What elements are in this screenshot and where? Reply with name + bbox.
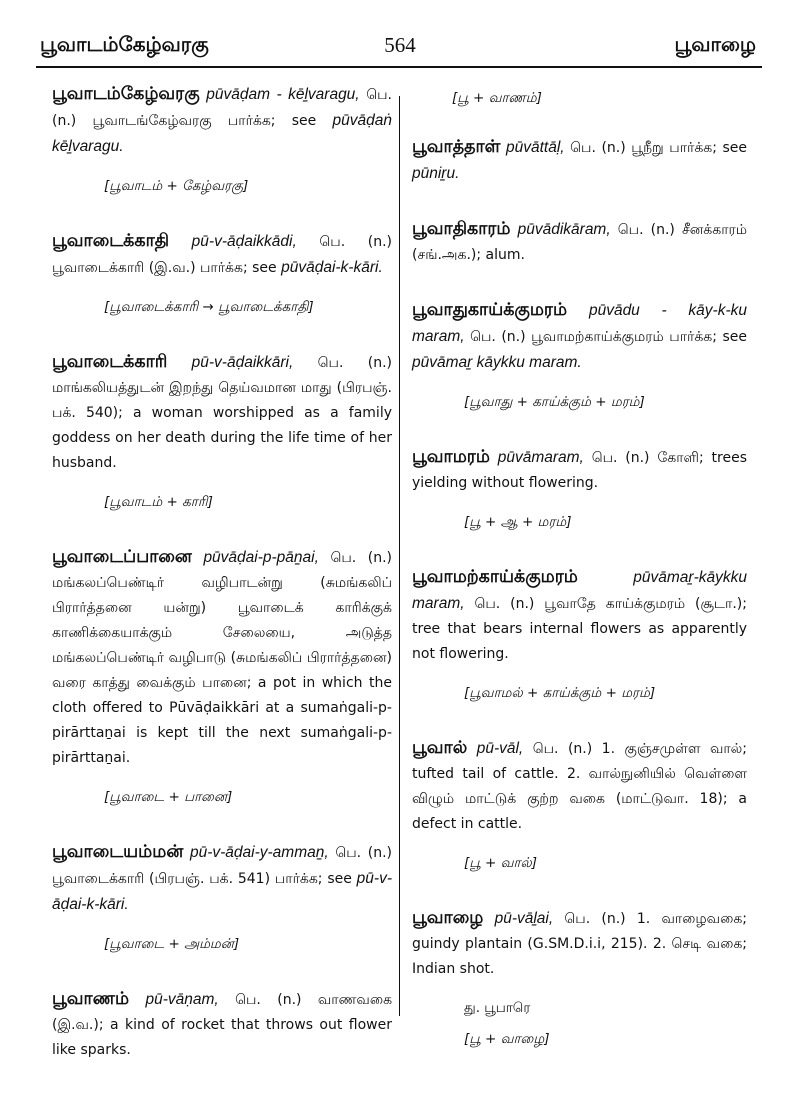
transliteration: pū-v-āḍaikkādi, <box>191 233 297 250</box>
headword: பூவாழை <box>412 908 484 928</box>
transliteration: pū-vāl, <box>476 740 524 757</box>
transliteration: pūvāmaram, <box>497 449 584 466</box>
transliteration: pūvādu - kāy-k-ku maram, <box>412 302 747 345</box>
transliteration: pū-vāḻai, <box>494 910 554 927</box>
definition: பெ. (n.) பூவாடைக்காரி (பிரபஞ். பக். 541) பார்க்க; see <box>52 845 392 887</box>
entry <box>412 445 747 496</box>
transliteration: pūvāmaṟ-kāykku maram, <box>412 569 747 612</box>
definition: பெ. (n.) பூவாடைக்காரி (இ.வ.) பார்க்க; see <box>52 234 393 276</box>
definition: பெ. (n.) 1. வாழைவகை; guindy plantain (G.SM.D.i.i, 215). 2. செடி வகை; Indian shot. <box>412 911 748 977</box>
cross-reference: pū-v-āḍai-k-kāri. <box>52 870 392 913</box>
running-head-right: பூவாழை <box>674 32 756 56</box>
cross-reference: pūvāḍaṅ kēḻvaragu. <box>52 112 392 155</box>
etymology: [பூ + வால்] <box>464 855 538 871</box>
etymology: [பூவாது + காய்க்கும் + மரம்] <box>464 394 645 410</box>
right-column <box>412 82 747 1052</box>
entry <box>412 906 747 982</box>
definition: பெ. (n.) மாங்கலியத்துடன் இறந்து தெய்வமான மாது (பிரபஞ். பக். 540); a woman worshipped as a family goddess on her death during the life time of her husband. <box>52 355 393 471</box>
headword: பூவால் <box>412 738 468 758</box>
headword: பூவாமற்காய்க்குமரம் <box>412 567 578 587</box>
transliteration: pū-v-āḍai-y-ammaṉ, <box>189 844 329 861</box>
cross-reference: pūvāmaṟ kāykku maram. <box>412 354 582 371</box>
headword: பூவாதிகாரம் <box>412 219 511 239</box>
headword: பூவாத்தாள் <box>412 137 501 157</box>
entry <box>412 736 747 837</box>
entry <box>52 82 392 160</box>
definition: பெ. (n.) பூவாடங்கேழ்வரகு பார்க்க; see <box>52 87 392 129</box>
headword: பூவாதுகாய்க்குமரம் <box>412 300 568 320</box>
cross-reference: pūvāḍai-k-kāri. <box>281 259 383 276</box>
entry <box>52 987 392 1063</box>
etymology: [பூவாடம் + கேழ்வரகு] <box>104 178 249 194</box>
cognate: து. பூபாரெ <box>464 1000 531 1016</box>
page-number: 564 <box>384 33 416 57</box>
transliteration: pū-vāṇam, <box>145 991 219 1008</box>
running-head-left: பூவாடம்கேழ்வரகு <box>40 32 209 56</box>
definition: பெ. (n.) பூநீறு பார்க்க; see <box>570 140 748 156</box>
definition: பெ. (n.) கோளி; trees yielding without flowering. <box>412 450 747 491</box>
definition: பெ. (n.) வாணவகை (இ.வ.); a kind of rocket that throws out flower like sparks. <box>52 992 393 1058</box>
headword: பூவாணம் <box>52 989 130 1009</box>
etymology: [பூ + வாழை] <box>464 1031 550 1047</box>
left-column <box>52 82 392 1063</box>
entry <box>52 350 392 476</box>
headword: பூவாடையம்மன் <box>52 842 184 862</box>
headword: பூவாடம்கேழ்வரகு <box>52 84 200 104</box>
headword: பூவாடைப்பானை <box>52 547 192 567</box>
headword: பூவாடைக்காரி <box>52 352 168 372</box>
headword: பூவாடைக்காதி <box>52 231 170 251</box>
entry <box>52 840 392 918</box>
etymology: [பூவாடை + பானை] <box>104 789 233 805</box>
definition: பெ. (n.) மங்கலப்பெண்டிர் வழிபாடன்று (சுமங்கலிப் பிரார்த்தனை யன்று) பூவாடைக் காரிக்குக் காணிக்கையாக்கும் சேலையை, அடுத்த மங்கலப்பெண்டிர் வழிபாடு (சுமங்கலிப் பிரார்த்தனை) வரை காத்து வைக்கும் பானை; a pot in which the cloth offered to Pūvāḍaikkāri at a sumaṅgali-p-pirārttaṉai is kept till the next sumaṅgali-p-pirārttaṉai. <box>52 550 392 766</box>
etymology: [பூ + வாணம்] <box>452 90 542 106</box>
etymology: [பூவாமல் + காய்க்கும் + மரம்] <box>464 685 656 701</box>
definition: பெ. (n.) பூவாமற்காய்க்குமரம் பார்க்க; see <box>470 329 747 345</box>
transliteration: pū-v-āḍaikkāri, <box>191 354 294 371</box>
entry <box>52 545 392 771</box>
cross-reference: pūniṟu. <box>412 165 460 182</box>
transliteration: pūvāḍai-p-pāṉai, <box>203 549 319 566</box>
headword: பூவாமரம் <box>412 447 490 467</box>
definition: பெ. (n.) சீனக்காரம் (சங்.அக.); alum. <box>412 222 748 263</box>
column-divider <box>399 96 400 1016</box>
definition: பெ. (n.) 1. குஞ்சமுள்ள வால்; tufted tail of cattle. 2. வால்நுனியில் வெள்ளை விழும் மாட்டுக் குற்ற வகை (மாட்டுவா. 18); a defect in cattle. <box>412 741 748 832</box>
entry <box>412 135 747 187</box>
transliteration: pūvāttāḷ, <box>505 139 565 156</box>
transliteration: pūvādikāram, <box>517 221 611 238</box>
entry <box>412 298 747 376</box>
entry <box>412 565 747 667</box>
entry <box>52 229 392 281</box>
etymology: [பூவாடம் + காரி] <box>104 494 213 510</box>
header-rule <box>36 66 762 68</box>
entry <box>412 217 747 268</box>
etymology: [பூவாடை + அம்மன்] <box>104 936 240 952</box>
etymology: [பூவாடைக்காரி → பூவாடைக்காதி] <box>104 299 314 315</box>
definition: பெ. (n.) பூவாதே காய்க்குமரம் (சூடா.); tree that bears internal flowers as apparently not flowering. <box>412 596 747 662</box>
etymology: [பூ + ஆ + மரம்] <box>464 514 572 530</box>
transliteration: pūvāḍam - kēḻvaragu, <box>206 86 360 103</box>
